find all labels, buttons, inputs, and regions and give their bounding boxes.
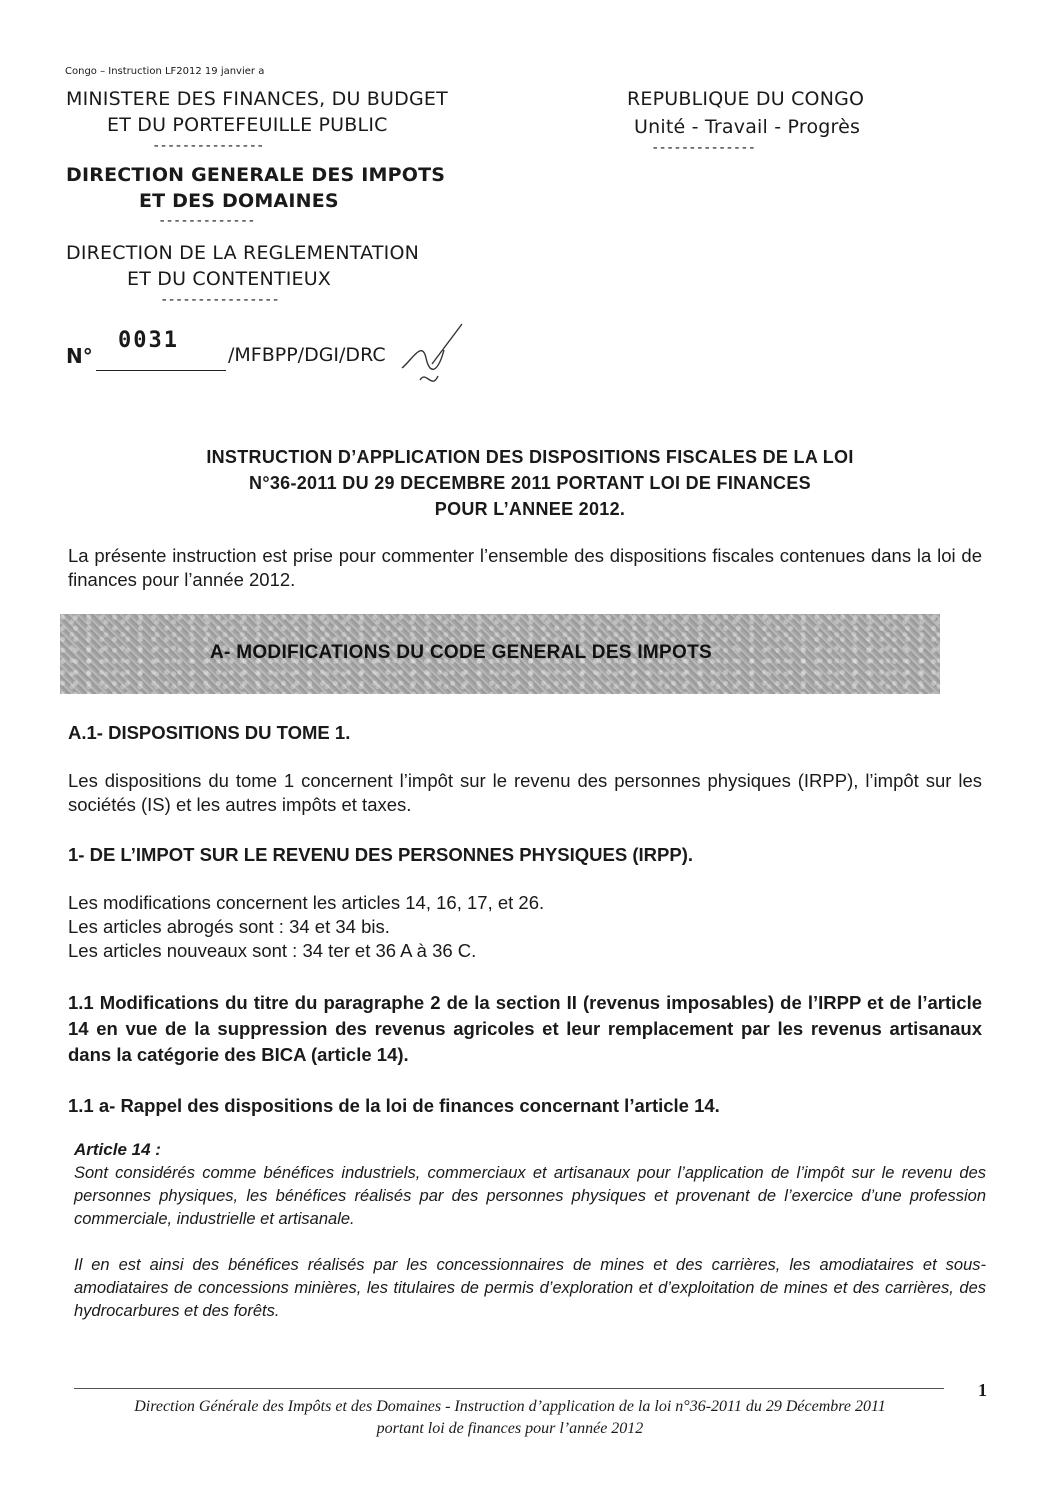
section-1-heading: 1- DE L’IMPOT SUR LE REVENU DES PERSONNES PHYSIQUES (IRPP). [68, 844, 693, 865]
ministry-line-1: MINISTERE DES FINANCES, DU BUDGET [66, 88, 448, 110]
section-banner [60, 614, 940, 694]
section-a1-text: Les dispositions du tome 1 concernent l’impôt sur le revenu des personnes physiques (IRPP), l’impôt sur les sociétés (IS) et les autres impôts et taxes. [68, 770, 982, 815]
reference-prefix: N° [66, 344, 93, 368]
section-1-line-2: Les articles abrogés sont : 34 et 34 bis. [68, 916, 390, 937]
reference-suffix: /MFBPP/DGI/DRC [228, 344, 386, 366]
reference-number [66, 326, 486, 396]
separator: ------------- [158, 213, 255, 229]
article-14-label: Article 14 : [74, 1140, 161, 1159]
section-1-line-1: Les modifications concernent les articles 14, 16, 17, et 26. [68, 892, 545, 913]
article-14-paragraph-2: Il en est ainsi des bénéfices réalisés par les concessionnaires de mines et des carrières, les amodiataires et sous-amodiataires de concessions minières, les titulaires de permis d’exploration et d’exploitation de mines et des carrières, des hydrocarbures et des forêts. [74, 1256, 986, 1320]
article-14-paragraph-1: Sont considérés comme bénéfices industriels, commerciaux et artisanaux pour l’application de l’impôt sur le revenu des personnes physiques, les bénéfices réalisés par des personnes physiques et provenant de l’exercice d’une profession commerciale, industrielle et artisanale. [74, 1164, 986, 1228]
section-1-1a-heading: 1.1 a- Rappel des dispositions de la loi de finances concernant l’article 14. [68, 1095, 720, 1116]
footer-rule [74, 1388, 944, 1389]
title-line-3: POUR L’ANNEE 2012. [434, 499, 626, 519]
title-line-1: INSTRUCTION D’APPLICATION DES DISPOSITIONS FISCALES DE LA LOI [206, 447, 854, 467]
banner-title: A- MODIFICATIONS DU CODE GENERAL DES IMPOTS [210, 642, 712, 663]
footer-line-1: Direction Générale des Impôts et des Domaines - Instruction d’application de la loi n°36-2011 du 29 Décembre 2011 [134, 1398, 886, 1415]
ministry-line-2: ET DU PORTEFEUILLE PUBLIC [107, 114, 388, 136]
reference-stamp-number: 0031 [118, 328, 179, 353]
handwritten-initials [392, 320, 472, 400]
section-1-line-3: Les articles nouveaux sont : 34 ter et 36 A à 36 C. [68, 940, 477, 961]
separator: ---------------- [160, 292, 279, 308]
source-note: Congo – Instruction LF2012 19 janvier a [65, 66, 265, 77]
section-1-1-heading: 1.1 Modifications du titre du paragraphe 2 de la section II (revenus imposables) de l’IRPP et de l’article 14 en vue de la suppression des revenus agricoles et leur remplacement par les revenus artisanaux dans la catégorie des BICA (article 14). [68, 992, 982, 1065]
intro-paragraph: La présente instruction est prise pour commenter l’ensemble des dispositions fiscales contenues dans la loi de finances pour l’année 2012. [68, 545, 982, 590]
national-motto: Unité - Travail - Progrès [634, 116, 861, 138]
dg-line-2: ET DES DOMAINES [139, 190, 339, 212]
direction-line-2: ET DU CONTENTIEUX [127, 268, 332, 290]
separator: --------------- [152, 138, 264, 154]
section-a1-heading: A.1- DISPOSITIONS DU TOME 1. [68, 722, 351, 743]
separator: -------------- [651, 140, 756, 156]
country-name: REPUBLIQUE DU CONGO [627, 88, 865, 110]
dg-line-1: DIRECTION GENERALE DES IMPOTS [66, 164, 446, 186]
footer-line-2: portant loi de finances pour l’année 2012 [376, 1420, 644, 1437]
title-line-2: N°36-2011 DU 29 DECEMBRE 2011 PORTANT LOI DE FINANCES [249, 473, 811, 493]
reference-underline [96, 370, 226, 371]
direction-line-1: DIRECTION DE LA REGLEMENTATION [66, 242, 420, 264]
page-number: 1 [978, 1380, 987, 1400]
